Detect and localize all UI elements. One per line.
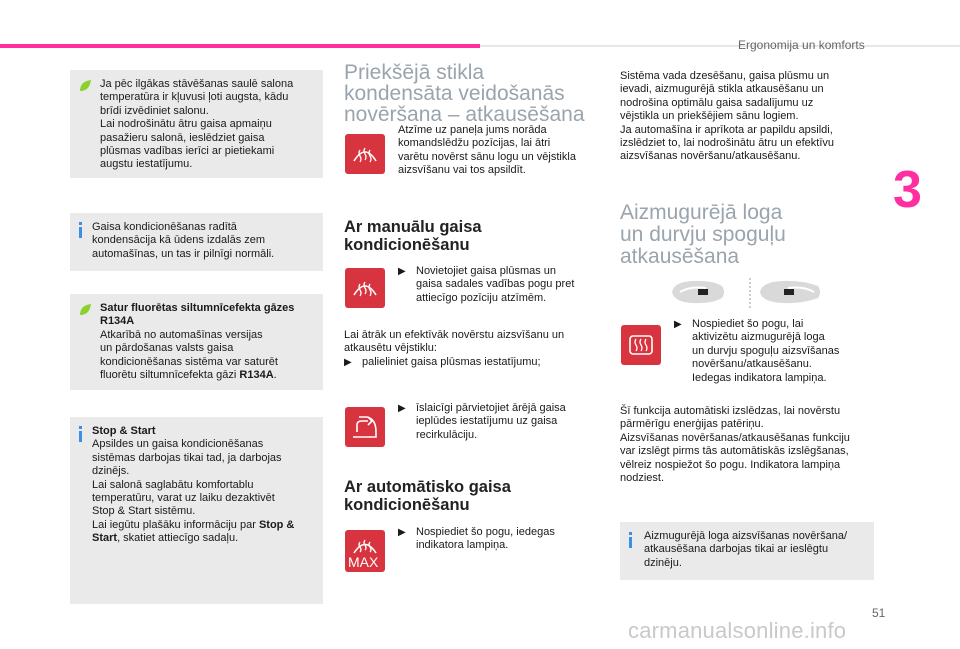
note-refrigerant xyxy=(70,294,323,390)
note-line: Atkarībā no automašīnas versijas xyxy=(100,328,263,341)
title-line: novēršana – atkausēšana xyxy=(344,103,585,126)
watermark: carmanualsonline.info xyxy=(628,618,847,643)
note-line: sistēmas darbojas tikai tad, ja darbojas xyxy=(92,451,282,464)
windscreen-demist-icon xyxy=(345,134,385,174)
text-line: Sistēma vada dzesēšanu, gaisa plūsmu un xyxy=(620,70,830,82)
note-line: kondicionēšanas sistēma var saturēt xyxy=(100,355,278,368)
text-line: nodrošina optimālu gaisa sadalījumu uz xyxy=(620,96,814,109)
text-line: ievadi, aizmugurējā stikla atkausēšanu un xyxy=(620,83,824,96)
text-line: un durvju spoguļu aizsvīšanas xyxy=(692,344,840,357)
text-line: Atzīme uz paneļa jums norāda xyxy=(398,124,547,136)
note-line: dzinēju. xyxy=(644,556,682,569)
note-line: dzinējs. xyxy=(92,465,130,478)
note-line: atkausēšana darbojas tikai ar ieslēgtu xyxy=(644,543,829,556)
text-line: aizsvīšanas novēršanu/atkausēšanu. xyxy=(620,150,801,163)
section-title-rear-screen xyxy=(620,202,786,268)
text-line: novēršanu/atkausēšanu. xyxy=(692,358,812,371)
bullet-arrow-icon: ▶ xyxy=(398,527,406,538)
note-line: pasažieru salonā, ieslēdziet gaisa xyxy=(100,131,265,144)
note-line: temperatūra ir kļuvusi ļoti augsta, kādu xyxy=(100,91,289,104)
note-stop-start xyxy=(70,417,323,604)
title-line: kondensāta veidošanās xyxy=(344,82,565,105)
note-line: kondensācija kā ūdens izdalās zem xyxy=(92,234,266,247)
bullet-arrow-icon: ▶ xyxy=(344,357,352,368)
text-line: īslaicīgi pārvietojiet ārējā gaisa xyxy=(416,402,566,414)
title-line: Ar manuālu gaisa xyxy=(344,218,482,236)
note-line: temperatūru, varat uz laiku dezaktivēt xyxy=(92,492,275,505)
note-line: plūsmas vadības ierīci ar pietiekami xyxy=(100,145,275,158)
leaf-icon xyxy=(78,303,92,321)
manual-bullet-airflow xyxy=(344,356,541,369)
section-title-demisting xyxy=(344,62,585,125)
note-line: un pārdošanas valsts gaisa xyxy=(100,342,234,355)
max-demist-icon xyxy=(345,530,385,572)
note-line xyxy=(100,369,313,382)
info-icon xyxy=(78,426,84,446)
note-text-bold: R134A xyxy=(239,369,274,382)
note-line: Apsildes un gaisa kondicionēšanas xyxy=(92,438,264,451)
manual-bullet-distribution xyxy=(398,265,574,305)
note-line xyxy=(92,532,313,545)
page-number: 51 xyxy=(872,606,886,620)
rear-screen-paragraph xyxy=(620,405,850,485)
note-line: automašīnas, un tas ir pilnīgi normāli. xyxy=(92,247,275,260)
note-line: augstu iestatījumu. xyxy=(100,158,193,171)
rear-screen-bullet xyxy=(674,318,839,385)
bullet-arrow-icon: ▶ xyxy=(674,319,682,330)
info-icon xyxy=(78,222,84,242)
recirculation-icon xyxy=(345,407,385,447)
note-title: Satur fluorētas siltumnīcefekta gāzes xyxy=(100,302,295,314)
note-text: , skatiet attiecīgo sadaļu. xyxy=(117,532,239,545)
text-line: Nospiediet šo pogu, lai xyxy=(692,318,804,330)
text-line: pārmērīgu enerģijas patēriņu. xyxy=(620,418,764,431)
info-icon xyxy=(628,532,634,552)
max-label: MAX xyxy=(348,554,379,570)
auto-bullet xyxy=(398,526,555,553)
note-rear-screen-engine xyxy=(620,522,874,580)
note-line: Ja pēc ilgākas stāvēšanas saulē salona xyxy=(100,78,294,90)
manual-bullet-recirculation xyxy=(398,402,566,442)
text-line: palieliniet gaisa plūsmas iestatījumu; xyxy=(362,356,541,368)
leaf-icon xyxy=(78,79,92,97)
text-line: nodziest. xyxy=(620,472,665,485)
text-line: atkausētu vējstiklu: xyxy=(344,342,437,355)
manual-paragraph xyxy=(344,329,564,356)
note-ventilation xyxy=(70,70,323,178)
text-line: var izslēgt pirms tās automātiskās izslēgšanas, xyxy=(620,445,849,458)
section-title-auto xyxy=(344,478,511,514)
text-line: varētu novērst sānu logu un vējstikla xyxy=(398,150,576,163)
auto-system-paragraph xyxy=(620,70,834,164)
text-line: attiecīgo pozīciju atzīmēm. xyxy=(416,291,547,304)
note-line: Lai salonā saglabātu komfortablu xyxy=(92,478,254,491)
text-line: Novietojiet gaisa plūsmas un xyxy=(416,265,557,277)
bullet-arrow-icon: ▶ xyxy=(398,266,406,277)
text-line: vējstikla un priekšējiem sānu logiem. xyxy=(620,110,799,123)
note-line: Gaisa kondicionēšanas radītā xyxy=(92,221,237,233)
bullet-arrow-icon: ▶ xyxy=(398,403,406,414)
title-line: Ar automātisko gaisa xyxy=(344,478,511,496)
text-line: gaisa sadales vadības pogu pret xyxy=(416,278,575,291)
text-line: vēlreiz nospiežot šo pogu. Indikatora lampiņa xyxy=(620,458,841,471)
title-line: Aizmugurējā loga xyxy=(620,201,783,224)
note-line: Lai nodrošinātu ātru gaisa apmaiņu xyxy=(100,118,272,131)
note-line: brīdi izvēdiniet salonu. xyxy=(100,104,209,117)
note-text: . xyxy=(273,369,277,382)
chapter-number: 3 xyxy=(893,161,922,219)
title-line: Priekšējā stikla xyxy=(344,61,485,84)
demisting-intro xyxy=(398,124,576,178)
text-line: Lai ātrāk un efektīvāk novērstu aizsvīšanu un xyxy=(344,329,565,341)
title-line: kondicionēšanu xyxy=(344,496,470,514)
text-line: komandslēdžu pozīcijas, lai ātri xyxy=(398,137,551,150)
note-line: Aizmugurējā loga aizsvīšanas novēršana/ xyxy=(644,530,848,542)
note-condensation xyxy=(70,213,323,271)
mirror-illustration xyxy=(670,278,830,308)
title-line: atkausēšana xyxy=(620,245,740,268)
note-text: fluorētu siltumnīcefekta gāzi xyxy=(100,369,240,382)
text-line: Nospiediet šo pogu, iedegas xyxy=(416,526,555,538)
title-line: kondicionēšanu xyxy=(344,236,470,254)
windscreen-demist-icon xyxy=(345,268,385,308)
text-line: indikatora lampiņa. xyxy=(416,539,509,552)
note-line xyxy=(92,519,313,532)
text-line: aktivizētu aizmugurējā loga xyxy=(692,331,825,344)
text-line: Šī funkcija automātiski izslēdzas, lai novērstu xyxy=(620,405,841,417)
text-line: Iedegas indikatora lampiņa. xyxy=(692,371,827,384)
text-line: Ja automašīna ir aprīkota ar papildu apsildi, xyxy=(620,123,833,136)
header-title: Ergonomija un komforts xyxy=(738,38,865,52)
text-line: Aizsvīšanas novēršanas/atkausēšanas funkciju xyxy=(620,431,850,444)
header-rule xyxy=(480,45,960,47)
text-line: ieplūdes iestatījumu uz gaisa xyxy=(416,415,558,428)
text-line: recirkulāciju. xyxy=(416,428,478,441)
note-title: R134A xyxy=(100,315,135,328)
note-text-bold: Start xyxy=(92,532,118,545)
note-title: Stop & Start xyxy=(92,425,156,437)
header-accent-bar xyxy=(0,44,480,48)
text-line: izslēdziet to, lai nodrošinātu ātru un efektīvu xyxy=(620,137,835,150)
note-line: Stop & Start sistēmu. xyxy=(92,505,196,518)
rear-screen-demist-icon xyxy=(621,325,661,365)
note-text: Lai iegūtu plašāku informāciju par xyxy=(92,518,259,531)
note-text-bold: Stop & xyxy=(258,518,295,531)
title-line: un durvju spoguļu xyxy=(620,223,786,246)
text-line: aizsvīšanu vai tos apsildīt. xyxy=(398,164,526,177)
section-title-manual xyxy=(344,218,482,254)
